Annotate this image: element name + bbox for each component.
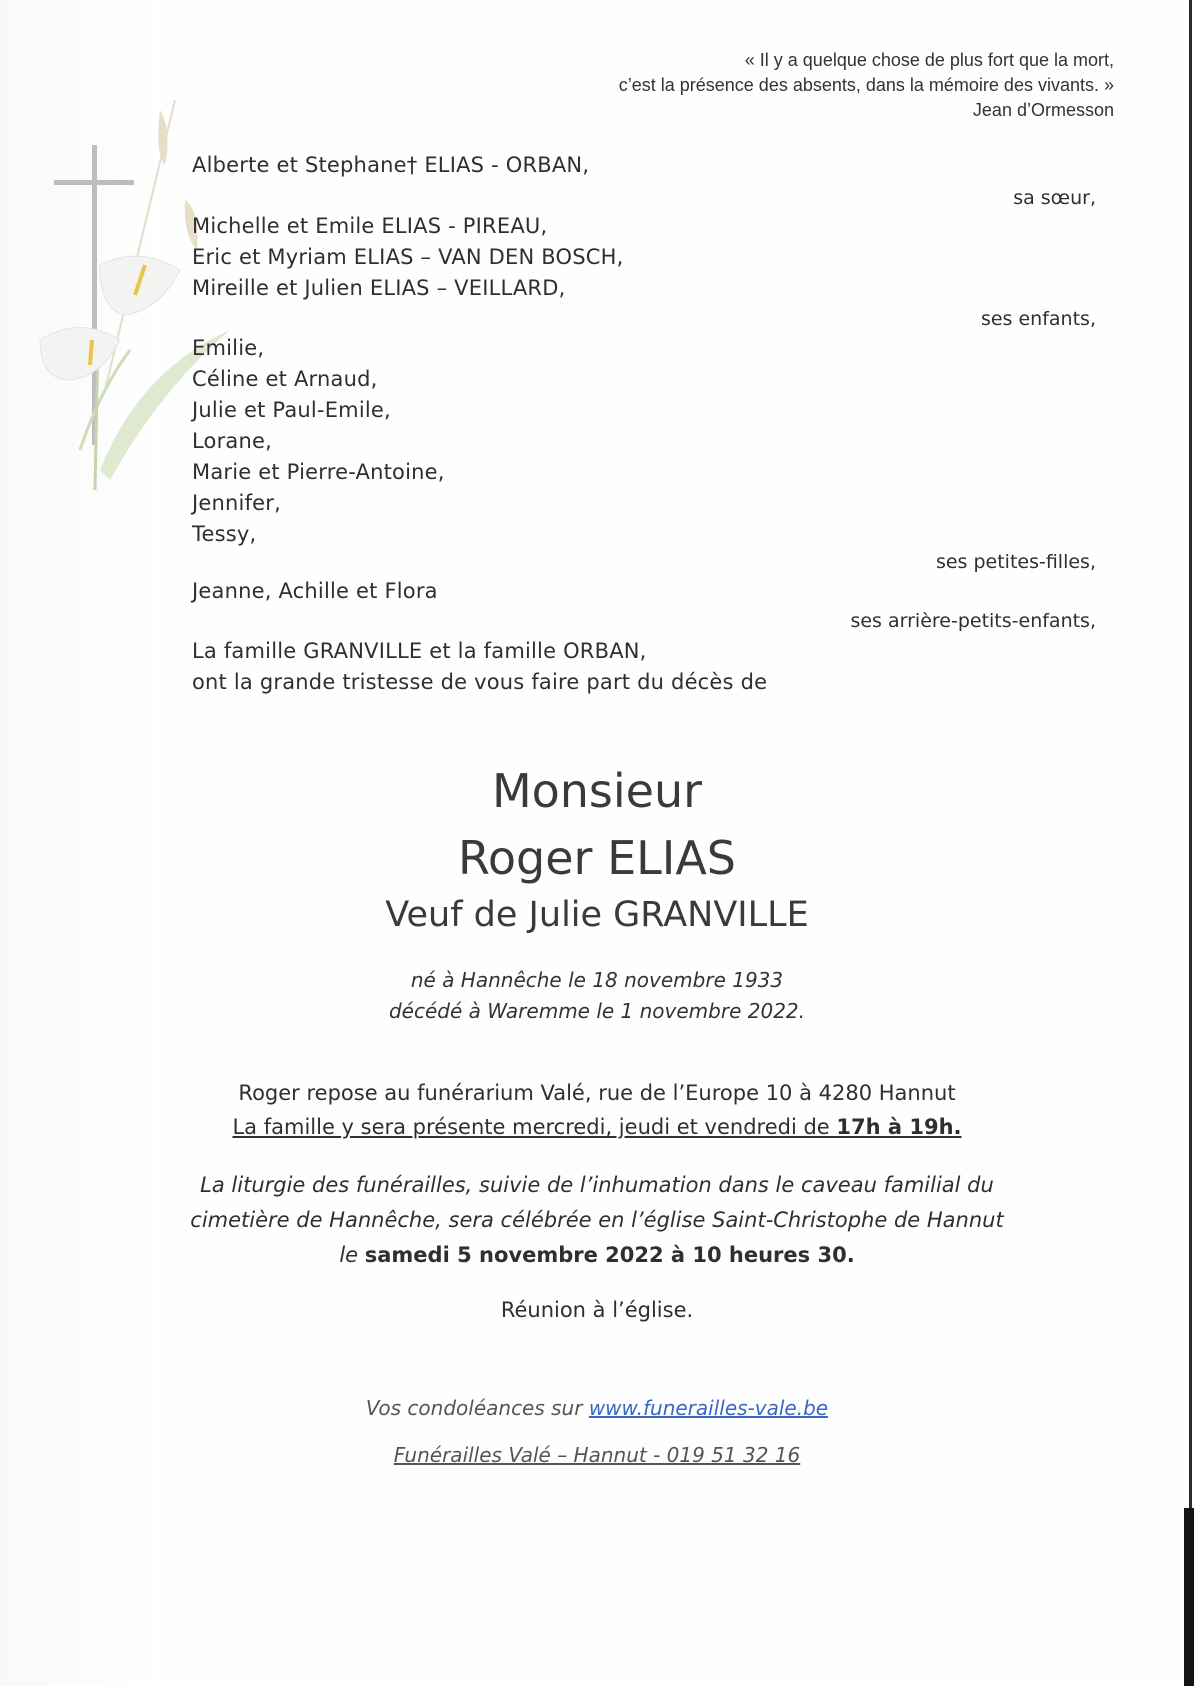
family-name-line: Eric et Myriam ELIAS – VAN DEN BOSCH, (192, 245, 624, 269)
relation-label: ses enfants, (980, 308, 1096, 330)
funeral-line-3 (0, 1238, 1194, 1273)
quote-author: Jean d’Ormesson (972, 100, 1114, 120)
funeral-line-1: La liturgie des funérailles, suivie de l’inhumation dans le caveau familial du (200, 1173, 994, 1197)
family-name-line: Jennifer, (192, 491, 281, 515)
family-name-line: Jeanne, Achille et Flora (192, 579, 438, 603)
family-name-line: Michelle et Emile ELIAS - PIREAU, (192, 214, 548, 238)
quote-line-2: c’est la présence des absents, dans la mémoire des vivants. » (618, 75, 1114, 95)
condolences-link[interactable]: www.funerailles-vale.be (588, 1396, 829, 1420)
funeral-line-2: cimetière de Hannêche, sera célébrée en l’église Saint-Christophe de Hannut (190, 1208, 1004, 1232)
quote-line-1: « Il y a quelque chose de plus fort que la mort, (744, 50, 1114, 70)
family-name-line: Céline et Arnaud, (192, 367, 378, 391)
family-name-line: Julie et Paul-Emile, (192, 398, 391, 422)
funeral-home-contact: Funérailles Valé – Hannut - 019 51 32 16 (393, 1443, 801, 1467)
birth-death-dates (0, 965, 1194, 1027)
visitation-line-2 (0, 1110, 1194, 1144)
condolences-line (0, 1396, 1194, 1420)
funeral-info (0, 1168, 1194, 1273)
announcement-line-2: ont la grande tristesse de vous faire part du décès de (192, 670, 768, 694)
family-name-line: Emilie, (192, 336, 265, 360)
family-group-children (192, 211, 624, 304)
condolences-text: Vos condoléances sur (365, 1396, 589, 1420)
announcement-line-1: La famille GRANVILLE et la famille ORBAN, (192, 639, 647, 663)
funeral-date-prefix: le (339, 1243, 365, 1267)
relation-label: sa sœur, (1013, 187, 1096, 209)
family-name-line: Lorane, (192, 429, 272, 453)
relation-label: ses arrière-petits-enfants, (850, 610, 1096, 632)
relation-label: ses petites-filles, (935, 551, 1096, 573)
deceased-spouse: Veuf de Julie GRANVILLE (385, 895, 809, 935)
family-group-granddaughters (192, 333, 445, 550)
family-name-line: Alberte et Stephane† ELIAS - ORBAN, (192, 153, 590, 177)
funeral-date: samedi 5 novembre 2022 à 10 heures 30. (364, 1243, 855, 1267)
announcement (192, 636, 767, 698)
epigraph-quote (619, 48, 1114, 123)
death-line: décédé à Waremme le 1 novembre 2022. (388, 999, 806, 1023)
deceased-name: Roger ELIAS (458, 831, 736, 885)
family-group-great-grandchildren (192, 576, 438, 607)
scan-edge-bar (1184, 1508, 1194, 1686)
visitation-days: La famille y sera présente mercredi, jeudi et vendredi de (232, 1115, 837, 1139)
deceased-title: Monsieur (491, 764, 703, 818)
visitation-line-1: Roger repose au funérarium Valé, rue de l’Europe 10 à 4280 Hannut (238, 1081, 956, 1105)
family-name-line: Mireille et Julien ELIAS – VEILLARD, (192, 276, 566, 300)
family-name-line: Marie et Pierre-Antoine, (192, 460, 445, 484)
birth-line: né à Hannêche le 18 novembre 1933 (410, 968, 784, 992)
scan-edge-line (1189, 0, 1192, 1510)
family-name-line: Tessy, (192, 522, 257, 546)
visitation-info (0, 1076, 1194, 1144)
visitation-hours: 17h à 19h. (836, 1115, 962, 1139)
family-group-sister (192, 150, 589, 181)
reunion-note: Réunion à l’église. (500, 1298, 694, 1322)
